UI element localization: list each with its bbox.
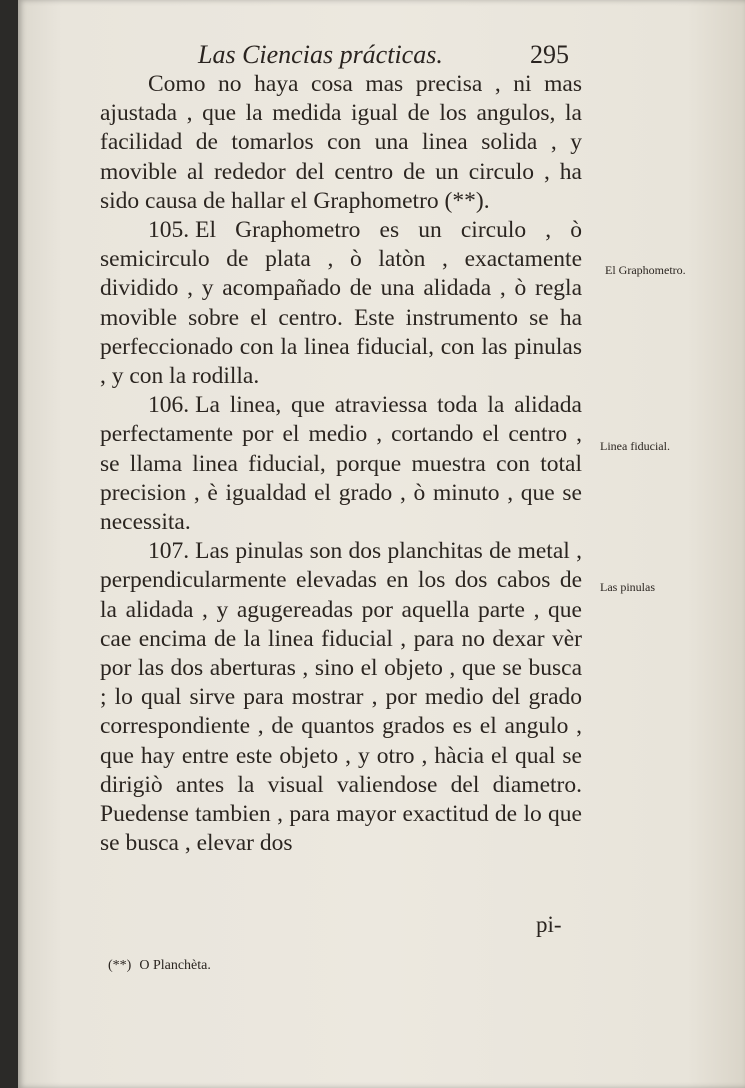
running-title: Las Ciencias prácticas. — [198, 40, 443, 69]
book-page — [18, 0, 745, 1088]
paragraph-text: Como no haya cosa mas precisa , ni mas ajustada , que la medida igual de los angulos, la facilidad de tomarlos con una linea solida , y movible al rededor del centro de un circulo , ha sido causa de hallar el Graphometro (**). — [100, 71, 582, 214]
margin-note-linea-fiducial: Linea fiducial. — [600, 439, 670, 453]
paragraph-number: 105. — [148, 217, 190, 244]
paragraph-105 — [100, 216, 582, 391]
margin-note-graphometro: El Graphometro. — [605, 263, 686, 277]
paragraph-text: El Graphometro es un circulo , ò semicirculo de plata , ò latòn , exactamente dividido , y acompañado de una alidada , ò regla movible sobre el centro. Este instrumento se ha perfeccionado con la linea fiducial, con las pinulas , y con la rodilla. — [100, 217, 582, 390]
paragraph-107 — [100, 537, 582, 858]
catchword: pi- — [536, 912, 562, 937]
footnote-mark: (**) — [108, 958, 132, 973]
paragraph-text: La linea, que atraviessa toda la alidada perfectamente por el medio , cortando el centro , se llama linea fiducial, porque muestra con total precision , è igualdad el grado , ò minuto , que se necessita. — [100, 392, 582, 536]
paragraph-number: 106. — [148, 392, 190, 419]
paragraph-intro — [100, 70, 582, 216]
paragraph-106 — [100, 391, 582, 537]
page-number: 295 — [530, 40, 569, 69]
main-text — [100, 70, 582, 858]
paragraph-text: Las pinulas son dos planchitas de metal , perpendicularmente elevadas en los dos cabos de la alidada , y agugereadas por aquella parte , que cae encima de la linea fiducial , para no dexar vèr por las dos aberturas , sino el objeto , que se busca ; lo qual sirve para mostrar , por medio del grado correspondiente , de quantos grados es el angulo , que hay entre este objeto , y otro , hàcia el qual se dirigiò antes la visual valiendose del diametro. Puedense tambien , para mayor exactitud de lo que se busca , elevar dos — [100, 538, 582, 857]
margin-note-pinulas: Las pinulas — [600, 580, 655, 594]
footnote-text: O Planchèta. — [139, 958, 211, 973]
paragraph-number: 107. — [148, 538, 190, 565]
footnote — [108, 958, 211, 974]
